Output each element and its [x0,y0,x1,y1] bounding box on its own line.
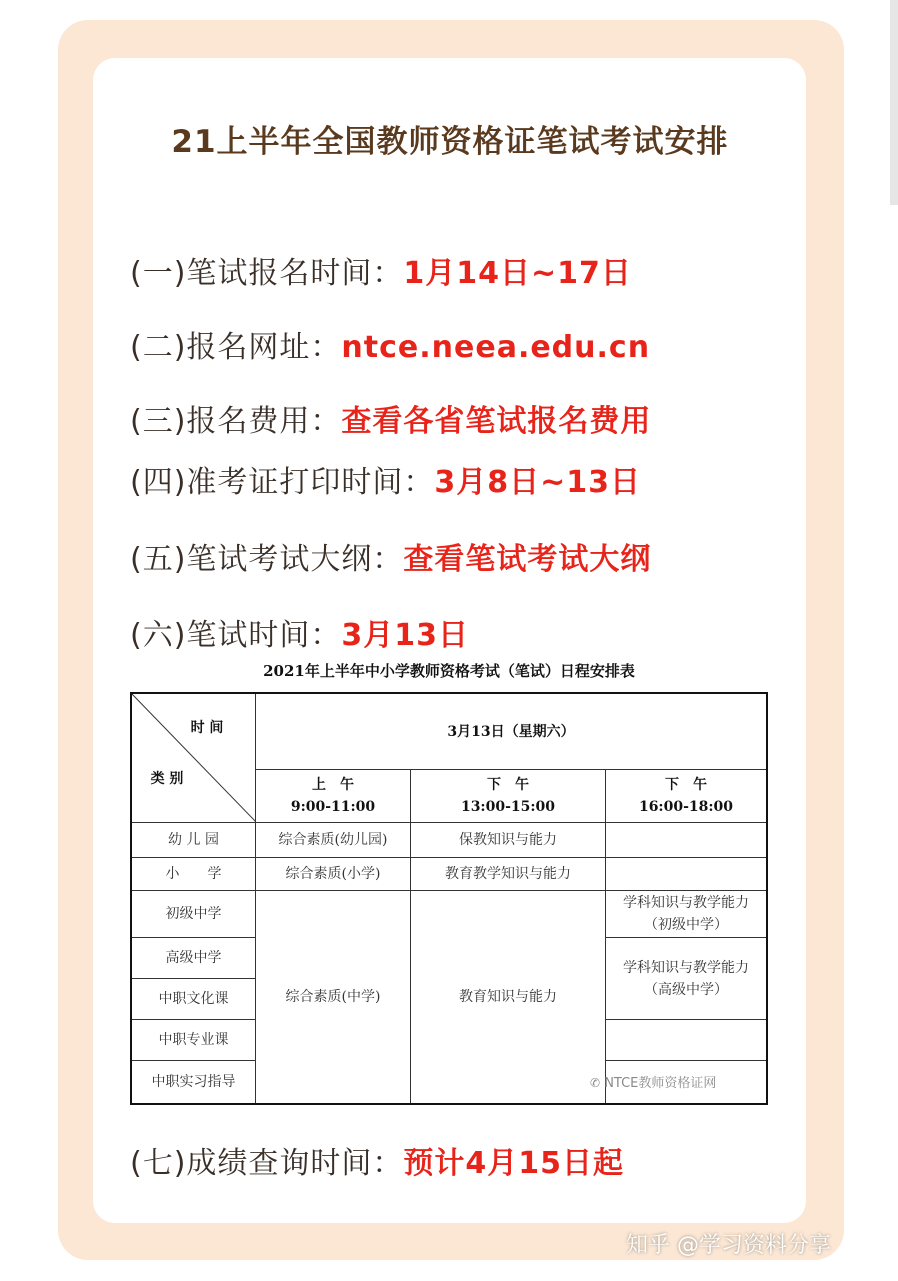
corner-time-label: 时 间 [190,720,224,736]
url-link[interactable]: ntce.neea.edu.cn [341,330,651,365]
subject-cell: 学科知识与教学能力 （高级中学） [623,959,749,998]
item-label: (一)笔试报名时间： [130,256,404,291]
subject-cell: 保教知识与能力 [459,832,557,848]
category-cell: 小 学 [165,866,222,882]
fee-link[interactable]: 查看各省笔试报名费用 [341,404,652,439]
item-label: (六)笔试时间： [130,618,342,653]
item-exam-date [130,610,469,654]
item-syllabus [130,534,651,578]
item-registration-time [130,248,632,292]
schedule-table [130,692,768,1105]
corner-diagonal [132,694,256,822]
item-score-query [130,1138,624,1182]
page-title: 21上半年全国教师资格证笔试考试安排 [171,124,729,160]
zhihu-watermark: 知乎 @学习资料分享 [626,1233,831,1258]
item-label: (七)成绩查询时间： [130,1146,404,1181]
wechat-icon: ✆ [590,1076,601,1090]
category-cell: 幼 儿 园 [168,832,219,848]
subject-cell: 综合素质(幼儿园) [278,832,388,848]
category-cell: 中职文化课 [158,991,229,1007]
item-registration-fee [130,396,651,440]
subject-cell: 教育教学知识与能力 [445,866,571,882]
subject-cell: 教育知识与能力 [459,989,557,1005]
item-value: 3月8日~13日 [434,465,642,500]
category-cell: 高级中学 [165,950,222,966]
category-cell: 中职实习指导 [151,1074,236,1090]
item-admission-print [130,457,641,501]
corner-category-label: 类 别 [150,771,184,787]
ntce-watermark: ✆ NTCE教师资格证网 [590,1076,717,1091]
session-header: 下 午 13:00-15:00 [460,777,556,815]
category-cell: 初级中学 [165,906,222,922]
subject-cell: 综合素质(小学) [285,866,381,882]
syllabus-link[interactable]: 查看笔试考试大纲 [403,542,652,577]
item-label: (四)准考证打印时间： [130,465,435,500]
item-label: (五)笔试考试大纲： [130,542,404,577]
schedule-title: 2021年上半年中小学教师资格考试（笔试）日程安排表 [263,662,635,680]
item-value: 3月13日 [341,618,470,653]
item-label: (二)报名网址： [130,330,342,365]
session-header: 下 午 16:00-18:00 [638,777,734,815]
subject-cell: 学科知识与教学能力 （初级中学） [623,895,749,933]
item-label: (三)报名费用： [130,404,342,439]
scrollbar-strip [890,0,898,205]
subject-cell: 综合素质(中学) [285,989,381,1005]
session-header: 上 午 9:00-11:00 [290,777,376,815]
item-value: 1月14日~17日 [403,256,632,291]
item-value: 预计4月15日起 [403,1146,625,1181]
exam-date-header: 3月13日（星期六） [447,723,575,740]
item-registration-url [130,322,650,366]
category-cell: 中职专业课 [158,1032,229,1048]
